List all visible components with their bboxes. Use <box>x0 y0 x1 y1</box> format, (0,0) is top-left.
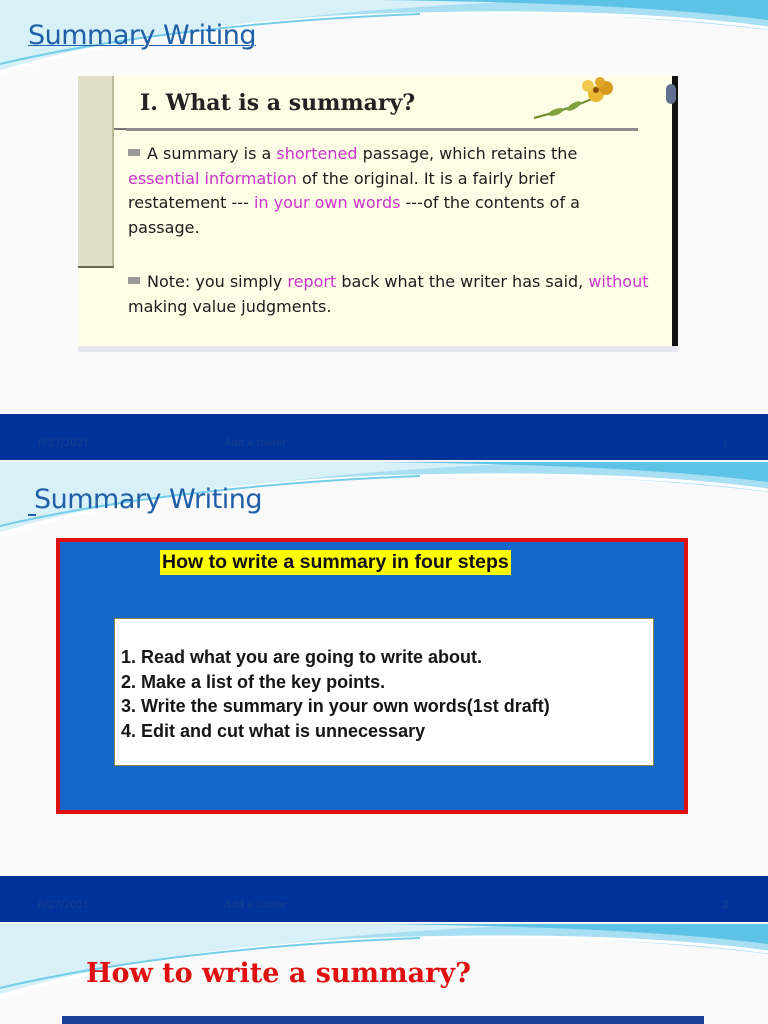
decorative-strip-line <box>78 266 114 268</box>
steps-heading: How to write a summary in four steps <box>162 551 509 573</box>
decorative-knob <box>666 84 676 104</box>
footer-page-number: 2 <box>722 900 729 911</box>
decorative-bar <box>672 76 678 352</box>
text-run: A summary is a <box>147 144 277 163</box>
decorative-bottom-strip <box>78 346 678 352</box>
bullet-icon <box>128 149 140 156</box>
highlight-text: shortened <box>276 144 358 163</box>
footer-page-number: 1 <box>722 438 729 449</box>
slide-1 <box>0 0 768 460</box>
footer-date: 8/27/2021 <box>38 438 90 449</box>
footer-text: Add a footer <box>224 438 287 449</box>
step-item: 4. Edit and cut what is unnecessary <box>121 720 426 741</box>
slide-footer <box>0 414 768 460</box>
text-run: of the original. It is a fairly brief restatement --- <box>128 168 555 212</box>
text-run: back what the writer has said, <box>336 272 589 291</box>
step-item: 3. Write the summary in your own words(1st draft) <box>121 696 550 716</box>
highlight-text: in your own words <box>253 193 401 212</box>
slide-title: Summary Writing <box>34 484 262 515</box>
text-run: Note: you simply <box>147 272 288 291</box>
text-run: ---of the contents of a passage. <box>128 193 580 237</box>
flower-icon <box>526 76 626 122</box>
footer-tiny-text <box>4 892 7 901</box>
bullet-icon <box>128 277 140 284</box>
text-run: passage, which retains the <box>357 144 578 163</box>
text-run: making value judgments. <box>128 296 332 316</box>
slide-title: How to write a summary? <box>86 958 471 989</box>
footer-date: 8/27/2021 <box>38 900 90 911</box>
content-bar <box>62 1016 704 1024</box>
decorative-strip <box>78 76 114 268</box>
image-heading: I. What is a summary? <box>140 90 416 116</box>
highlight-text: without <box>588 272 649 291</box>
footer-text: Add a footer <box>224 900 287 911</box>
heading-rule <box>126 128 638 131</box>
slide-3 <box>0 924 768 1024</box>
note-paragraph <box>128 270 652 319</box>
footer-tiny-text <box>4 430 7 439</box>
slide-footer <box>0 876 768 922</box>
slide-2 <box>0 462 768 922</box>
steps-list <box>114 618 654 766</box>
summary-definition-image <box>78 76 678 352</box>
step-item: 1. Read what you are going to write about. <box>121 647 483 667</box>
highlight-text: report <box>287 272 337 291</box>
slide-title: Summary Writing <box>28 20 256 51</box>
highlight-text: essential information <box>128 168 297 188</box>
steps-box <box>56 538 688 814</box>
step-item: 2. Make a list of the key points. <box>121 671 386 692</box>
definition-paragraph <box>128 142 652 240</box>
